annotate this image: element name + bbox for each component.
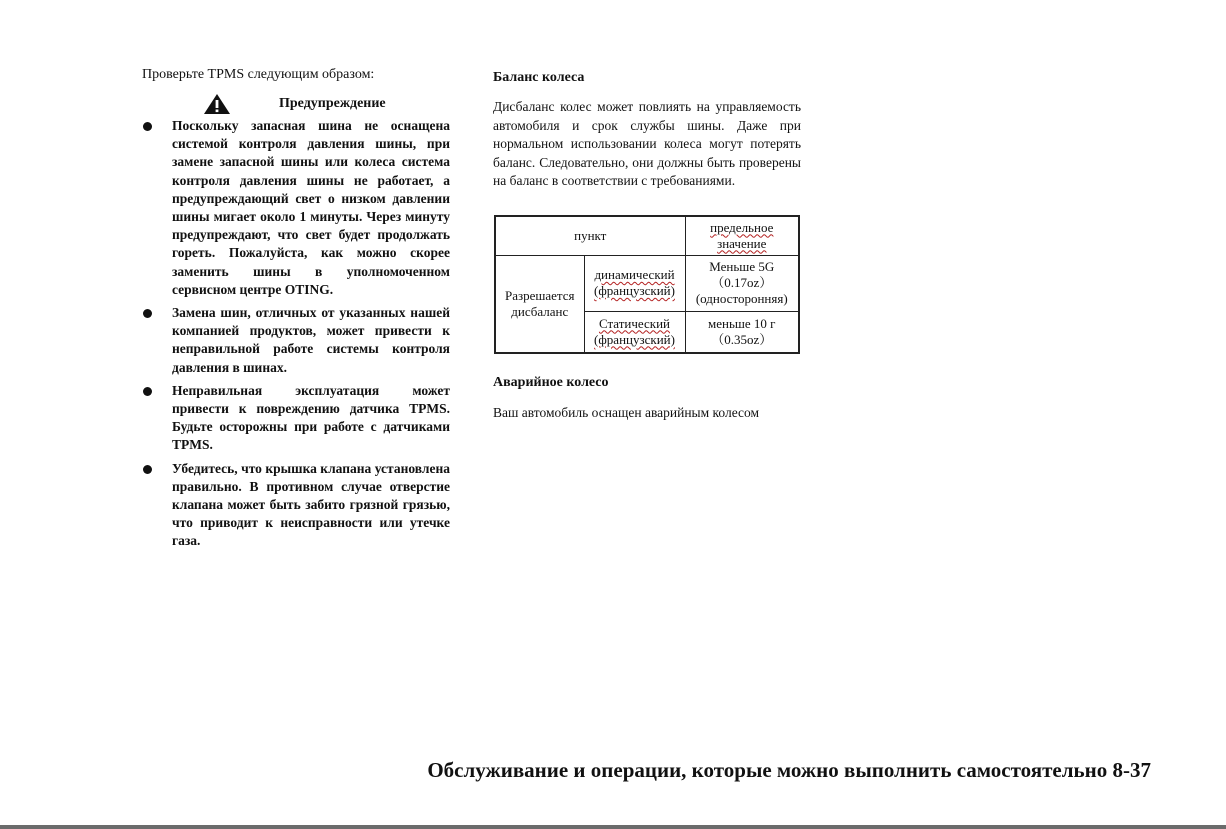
- balance-table: [494, 215, 800, 354]
- warning-item-text: Поскольку запасная шина не оснащена системой контроля давления шины, при замене запасной шины или колеса система контроля давления шины не работает, а предупреждающий свет о низком давлении шины мигает около 1 минуты. Через минуту предупреждают, что свет будет продолжать гореть. Пожалуйста, как можно скорее заменить шины в уполномоченном сервисном центре OTING.: [172, 118, 450, 297]
- warning-header: [142, 93, 450, 115]
- left-column: [142, 66, 450, 556]
- wheel-balance-title: Баланс колеса: [493, 70, 585, 85]
- warning-title: Предупреждение: [279, 96, 386, 111]
- balance-limit-cell: [685, 311, 799, 353]
- row-label-line: дисбаланс: [511, 303, 569, 319]
- balance-limit-line: меньше 10 г: [708, 315, 776, 331]
- balance-limit-line: (односторонняя): [695, 291, 788, 306]
- bottom-divider: [0, 825, 1226, 829]
- balance-type-line: Статический: [598, 315, 671, 331]
- bullet-dot-icon: [143, 309, 152, 318]
- balance-type-cell: [584, 255, 685, 311]
- warning-triangle-icon: [203, 93, 231, 115]
- warning-item-text: Убедитесь, что крышка клапана установлена правильно. В противном случае отверстие клапана может быть забито грязной грязью, что приводит к неисправности или утечке газа.: [172, 460, 450, 549]
- table-row: [495, 255, 799, 311]
- balance-limit-cell: [685, 255, 799, 311]
- warning-item: [142, 382, 450, 455]
- wheel-balance-text: Дисбаланс колес может повлиять на управляемость автомобиля и срок службы шины. Даже при нормальном использовании колеса могут потерять баланс. Следовательно, они должны быть проверены на баланс в соответствии с требованиями.: [493, 99, 801, 188]
- warning-item-text: Замена шин, отличных от указанных нашей компанией продуктов, может привести к неправильной работе системы контроля давления в шинах.: [172, 305, 450, 375]
- row-label-cell: [495, 255, 584, 353]
- header-limit-cell: [685, 216, 799, 256]
- bullet-dot-icon: [143, 387, 152, 396]
- warning-item: [142, 117, 450, 299]
- balance-type-line: (французский): [594, 331, 675, 347]
- header-limit-line: значение: [717, 235, 767, 251]
- warning-list: [142, 117, 450, 551]
- spare-wheel-title: Аварийное колесо: [493, 374, 609, 390]
- spare-wheel-text: Ваш автомобиль оснащен аварийным колесом: [493, 404, 760, 420]
- balance-type-line: (французский): [594, 283, 675, 298]
- bullet-dot-icon: [143, 465, 152, 474]
- header-limit-line: предельное: [710, 219, 774, 235]
- table-header-row: [495, 216, 799, 256]
- balance-type-line: динамический: [594, 267, 675, 282]
- balance-limit-line: Меньше 5G: [709, 259, 775, 274]
- row-label-line: Разрешается: [504, 287, 575, 303]
- warning-item: [142, 460, 450, 551]
- header-item-cell: пункт: [495, 216, 685, 256]
- page-footer: Обслуживание и операции, которые можно выполнить самостоятельно 8-37: [427, 758, 1151, 782]
- bullet-dot-icon: [143, 122, 152, 131]
- tpms-check-intro: Проверьте TPMS следующим образом:: [142, 67, 375, 82]
- warning-item-text: Неправильная эксплуатация может привести к повреждению датчика TPMS. Будьте осторожны при работе с датчиками TPMS.: [172, 382, 450, 453]
- balance-limit-line: （0.17oz）: [711, 275, 773, 290]
- balance-limit-line: （0.35oz）: [711, 331, 773, 347]
- right-column: [493, 69, 801, 422]
- balance-type-cell: [584, 311, 685, 353]
- warning-item: [142, 304, 450, 377]
